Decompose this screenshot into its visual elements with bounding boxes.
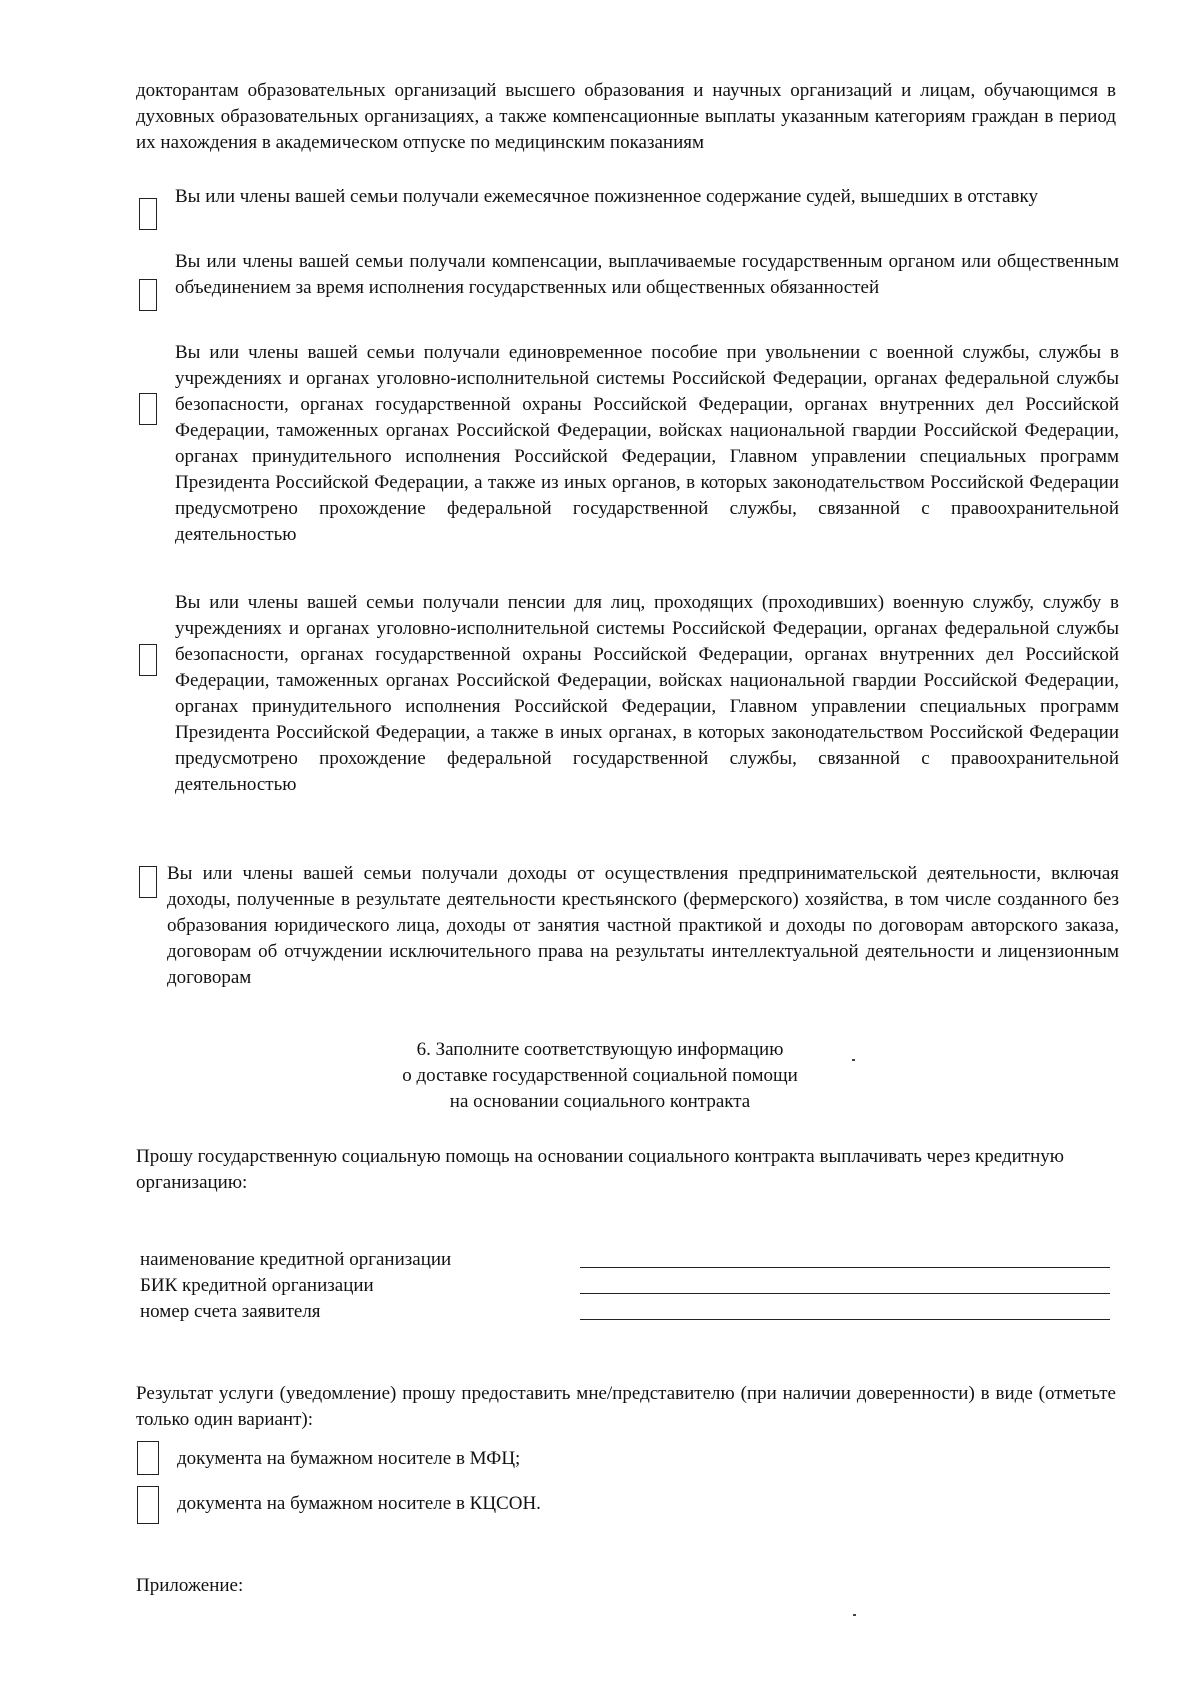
section-6-title-line: на основании социального контракта xyxy=(449,1091,751,1112)
income-checkbox-business[interactable] xyxy=(139,866,157,898)
attachment-label: Приложение: xyxy=(136,1575,244,1596)
income-item-judges xyxy=(139,184,1119,210)
bank-name-label: наименование кредитной организации xyxy=(140,1249,452,1270)
income-checkbox-pension[interactable] xyxy=(139,644,157,676)
bank-bik-row xyxy=(140,1273,1120,1299)
section-6-title-line: 6. Заполните соответствующую информацию xyxy=(416,1039,784,1060)
intro-paragraph: докторантам образовательных организаций высшего образования и научных организаций и лицам, обучающимся в духовных образовательных организациях, а также компенсационные выплаты указанным категориям граждан в период их нахождения в академическом отпуске по медицинским показаниям xyxy=(136,80,1116,153)
result-option-label: документа на бумажном носителе в КЦСОН. xyxy=(177,1493,541,1514)
result-delivery-paragraph: Результат услуги (уведомление) прошу предоставить мне/представителю (при наличии доверенности) в виде (отметьте только один вариант): xyxy=(136,1383,1116,1430)
income-item-severance xyxy=(139,340,1119,548)
result-option-kcson xyxy=(137,1491,541,1517)
bank-fields xyxy=(140,1247,1120,1325)
income-item-text: Вы или члены вашей семьи получали пенсии для лиц, проходящих (проходивших) военную службу, службу в учреждениях и органах уголовно-исполнительной системы Российской Федерации, органах федеральной службы безопасности, органах государственной охраны Российской Федерации, органах внутренних дел Российской Федерации, таможенных органах Российской Федерации, войсках национальной гвардии Российской Федерации, органах принудительного исполнения Российской Федерации, Главном управлении специальных программ Президента Российской Федерации, а также в иных органах, в которых законодательством Российской Федерации предусмотрено прохождение федеральной государственной службы, связанной с правоохранительной деятельностью xyxy=(175,592,1119,795)
account-number-row xyxy=(140,1299,1120,1325)
result-option-label: документа на бумажном носителе в МФЦ; xyxy=(177,1448,521,1469)
result-checkbox-kcson[interactable] xyxy=(137,1486,159,1524)
income-item-compensation xyxy=(139,249,1119,301)
income-item-pension xyxy=(139,590,1119,798)
income-item-text: Вы или члены вашей семьи получали ежемесячное пожизненное содержание судей, вышедших в отставку xyxy=(175,186,1038,207)
income-checkbox-severance[interactable] xyxy=(139,393,157,425)
scan-speck xyxy=(853,1614,856,1616)
section-6-title-line: о доставке государственной социальной помощи xyxy=(402,1065,798,1086)
income-item-business xyxy=(139,861,1119,991)
scan-speck xyxy=(852,1059,855,1061)
account-number-label: номер счета заявителя xyxy=(140,1301,321,1322)
payment-request-paragraph: Прошу государственную социальную помощь на основании социального контракта выплачивать через кредитную организацию: xyxy=(136,1146,1064,1193)
bank-bik-label: БИК кредитной организации xyxy=(140,1275,374,1296)
result-option-mfc xyxy=(137,1446,520,1472)
bank-bik-input[interactable] xyxy=(580,1293,1110,1294)
result-checkbox-mfc[interactable] xyxy=(137,1441,159,1475)
section-6-title xyxy=(260,1037,940,1115)
bank-name-row xyxy=(140,1247,1120,1273)
income-item-text: Вы или члены вашей семьи получали единовременное пособие при увольнении с военной службы, службы в учреждениях и органах уголовно-исполнительной системы Российской Федерации, органах федеральной службы безопасности, органах государственной охраны Российской Федерации, органах внутренних дел Российской Федерации, таможенных органах Российской Федерации, войсках национальной гвардии Российской Федерации, органах принудительного исполнения Российской Федерации, Главном управлении специальных программ Президента Российской Федерации, а также из иных органов, в которых законодательством Российской Федерации предусмотрено прохождение федеральной государственной службы, связанной с правоохранительной деятельностью xyxy=(175,342,1119,545)
income-item-text: Вы или члены вашей семьи получали компенсации, выплачиваемые государственным органом или общественным объединением за время исполнения государственных или общественных обязанностей xyxy=(175,251,1119,298)
bank-name-input[interactable] xyxy=(580,1267,1110,1268)
income-checkbox-judges[interactable] xyxy=(139,198,157,230)
account-number-input[interactable] xyxy=(580,1319,1110,1320)
income-item-text: Вы или члены вашей семьи получали доходы от осуществления предпринимательской деятельности, включая доходы, полученные в результате деятельности крестьянского (фермерского) хозяйства, в том числе созданного без образования юридического лица, доходы от занятия частной практикой и доходы по договорам авторского заказа, договорам об отчуждении исключительного права на результаты интеллектуальной деятельности и лицензионным договорам xyxy=(167,863,1119,988)
income-checkbox-compensation[interactable] xyxy=(139,279,157,311)
